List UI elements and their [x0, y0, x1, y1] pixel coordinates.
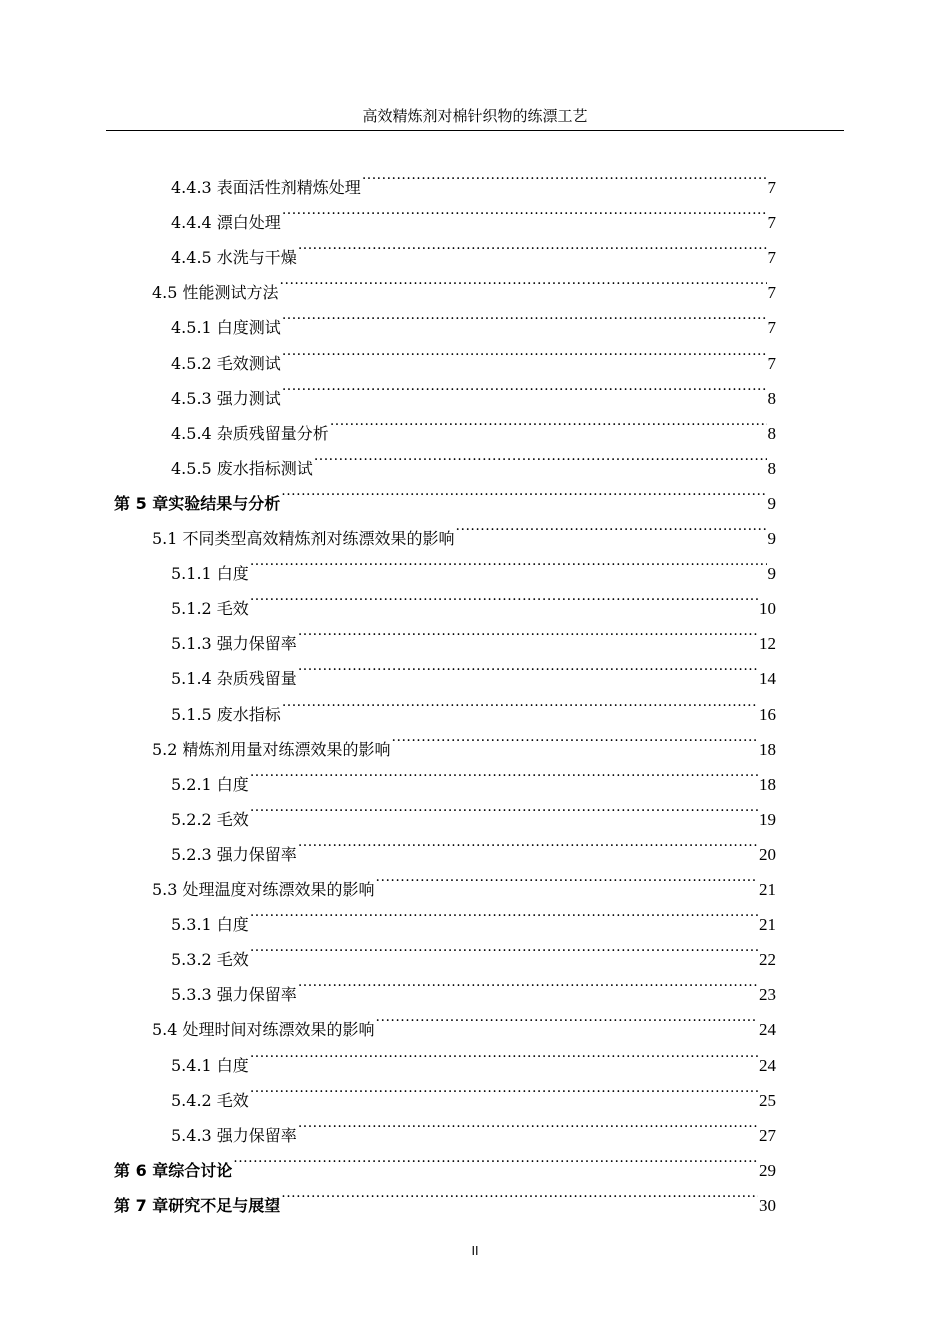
toc-dot-leader — [298, 1106, 758, 1141]
toc-dot-leader — [282, 369, 767, 404]
toc-entry[interactable] — [152, 509, 776, 548]
toc-dot-leader — [392, 720, 758, 755]
toc-entry[interactable] — [171, 544, 776, 584]
toc-dot-leader — [314, 439, 767, 474]
toc-entry-title: 5.1 不同类型高效精炼剂对练漂效果的影响 — [152, 529, 455, 548]
toc-entry[interactable] — [171, 965, 776, 1005]
toc-entry-page-number: 30 — [759, 1195, 776, 1215]
toc-entry-title: 5.4.1 白度 — [171, 1055, 249, 1075]
toc-entry[interactable] — [152, 860, 776, 899]
toc-entry[interactable] — [152, 720, 776, 759]
toc-entry[interactable] — [171, 334, 776, 373]
toc-dot-leader — [250, 790, 758, 825]
toc-dot-leader — [376, 860, 758, 895]
toc-entry[interactable] — [171, 158, 776, 197]
page-number: II — [471, 1244, 479, 1258]
toc-entry-page-number: 19 — [759, 809, 776, 829]
toc-entry-title: 5.4.3 强力保留率 — [171, 1125, 297, 1145]
toc-entry-title: 4.4.4 漂白处理 — [171, 213, 281, 233]
running-header-title: 高效精炼剂对棉针织物的练漂工艺 — [362, 107, 588, 125]
toc-dot-leader — [250, 544, 767, 579]
toc-dot-leader — [298, 825, 758, 860]
toc-entry-title: 5.3 处理温度对练漂效果的影响 — [152, 880, 375, 899]
toc-entry-title: 5.1.2 毛效 — [171, 599, 249, 619]
toc-entry-title: 5.3.3 强力保留率 — [171, 985, 297, 1005]
toc-entry-title: 5.4.2 毛效 — [171, 1090, 249, 1110]
toc-entry-title: 4.5.1 白度测试 — [171, 318, 281, 338]
toc-dot-leader — [281, 1176, 758, 1211]
toc-entry-title: 第 7 章研究不足与展望 — [114, 1195, 281, 1215]
toc-entry[interactable] — [114, 1141, 776, 1180]
toc-dot-leader — [298, 965, 758, 1000]
toc-dot-leader — [376, 1000, 758, 1035]
toc-entry[interactable] — [171, 895, 776, 935]
toc-entry-page-number: 29 — [759, 1160, 776, 1180]
toc-entry-title: 5.3.2 毛效 — [171, 950, 249, 970]
toc-entry-title: 5.2.3 强力保留率 — [171, 844, 297, 864]
toc-entry-title: 5.4 处理时间对练漂效果的影响 — [152, 1020, 375, 1040]
toc-entry-page-number: 8 — [767, 423, 776, 443]
toc-dot-leader — [282, 685, 758, 720]
toc-entry-title: 4.4.5 水洗与干燥 — [171, 248, 297, 268]
toc-entry-page-number: 8 — [767, 388, 776, 408]
toc-entry-title: 4.5.3 强力测试 — [171, 388, 281, 408]
toc-dot-leader — [362, 158, 767, 193]
toc-entry[interactable] — [171, 228, 776, 268]
toc-entry-page-number: 18 — [759, 774, 776, 794]
toc-entry-title: 5.2 精炼剂用量对练漂效果的影响 — [152, 739, 391, 759]
toc-entry-page-number: 20 — [759, 844, 776, 864]
toc-entry-page-number: 9 — [767, 493, 776, 513]
toc-entry-page-number: 25 — [759, 1090, 776, 1110]
toc-entry-title: 4.5.2 毛效测试 — [171, 353, 281, 373]
toc-entry[interactable] — [171, 790, 776, 829]
toc-entry-title: 5.3.1 白度 — [171, 915, 249, 935]
toc-dot-leader — [250, 1036, 758, 1071]
toc-entry-page-number: 27 — [759, 1125, 776, 1145]
toc-entry-page-number: 7 — [767, 178, 776, 197]
toc-entry-page-number: 24 — [759, 1055, 776, 1075]
toc-dot-leader — [282, 334, 767, 369]
toc-entry[interactable] — [171, 439, 776, 478]
toc-dot-leader — [250, 579, 758, 614]
toc-dot-leader — [282, 298, 767, 333]
toc-entry-title: 5.2.2 毛效 — [171, 809, 249, 829]
toc-entry-title: 第 6 章综合讨论 — [114, 1160, 233, 1180]
toc-entry-page-number: 12 — [759, 634, 776, 654]
toc-entry-title: 4.5 性能测试方法 — [152, 283, 279, 303]
toc-entry[interactable] — [171, 825, 776, 864]
toc-dot-leader — [250, 1071, 758, 1106]
toc-entry-title: 4.5.4 杂质残留量分析 — [171, 423, 329, 443]
toc-entry[interactable] — [171, 579, 776, 619]
toc-entry-page-number: 9 — [767, 529, 776, 548]
toc-entry-title: 5.1.3 强力保留率 — [171, 634, 297, 654]
toc-entry[interactable] — [171, 649, 776, 689]
toc-entry[interactable] — [171, 404, 776, 443]
toc-entry[interactable] — [171, 369, 776, 408]
toc-entry-page-number: 7 — [767, 213, 776, 233]
toc-entry-page-number: 23 — [759, 985, 776, 1005]
toc-dot-leader — [281, 474, 766, 509]
toc-entry-page-number: 7 — [767, 248, 776, 268]
toc-entry[interactable] — [171, 1036, 776, 1075]
toc-entry-page-number: 24 — [759, 1020, 776, 1040]
toc-entry-page-number: 7 — [767, 353, 776, 373]
toc-entry[interactable] — [171, 1106, 776, 1145]
toc-dot-leader — [298, 649, 758, 684]
header-divider — [106, 130, 844, 131]
toc-entry[interactable] — [171, 755, 776, 794]
toc-entry[interactable] — [171, 685, 776, 724]
toc-dot-leader — [250, 755, 758, 790]
toc-entry[interactable] — [114, 1176, 776, 1215]
toc-dot-leader — [456, 509, 767, 544]
toc-dot-leader — [298, 228, 767, 263]
toc-entry-page-number: 8 — [767, 458, 776, 478]
toc-entry-page-number: 22 — [759, 950, 776, 970]
toc-entry-title: 第 5 章实验结果与分析 — [114, 493, 281, 513]
toc-entry-title: 4.4.3 表面活性剂精炼处理 — [171, 178, 361, 197]
toc-entry-page-number: 7 — [767, 283, 776, 303]
toc-entry-page-number: 21 — [759, 915, 776, 935]
toc-entry[interactable] — [152, 1000, 776, 1040]
toc-entry[interactable] — [171, 193, 776, 233]
toc-entry-page-number: 16 — [759, 704, 776, 724]
toc-entry-page-number: 10 — [759, 599, 776, 619]
toc-entry-title: 5.1.1 白度 — [171, 564, 249, 584]
toc-entry[interactable] — [171, 298, 776, 338]
toc-entry-title: 5.1.4 杂质残留量 — [171, 669, 297, 689]
toc-entry-page-number: 21 — [759, 880, 776, 899]
toc-dot-leader — [282, 193, 767, 228]
toc-entry[interactable] — [171, 614, 776, 654]
toc-entry[interactable] — [171, 1071, 776, 1110]
toc-entry-page-number: 18 — [759, 739, 776, 759]
toc-dot-leader — [330, 404, 767, 439]
toc-entry-title: 4.5.5 废水指标测试 — [171, 458, 313, 478]
toc-entry[interactable] — [114, 474, 776, 513]
toc-entry-page-number: 9 — [767, 564, 776, 584]
toc-dot-leader — [280, 263, 767, 298]
toc-entry-title: 5.1.5 废水指标 — [171, 704, 281, 724]
toc-dot-leader — [250, 895, 758, 930]
toc-dot-leader — [250, 930, 758, 965]
toc-dot-leader — [298, 614, 758, 649]
toc-entry-title: 5.2.1 白度 — [171, 774, 249, 794]
toc-entry[interactable] — [171, 930, 776, 970]
toc-dot-leader — [233, 1141, 758, 1176]
toc-entry[interactable] — [152, 263, 776, 303]
toc-entry-page-number: 7 — [767, 318, 776, 338]
toc-entry-page-number: 14 — [759, 669, 776, 689]
